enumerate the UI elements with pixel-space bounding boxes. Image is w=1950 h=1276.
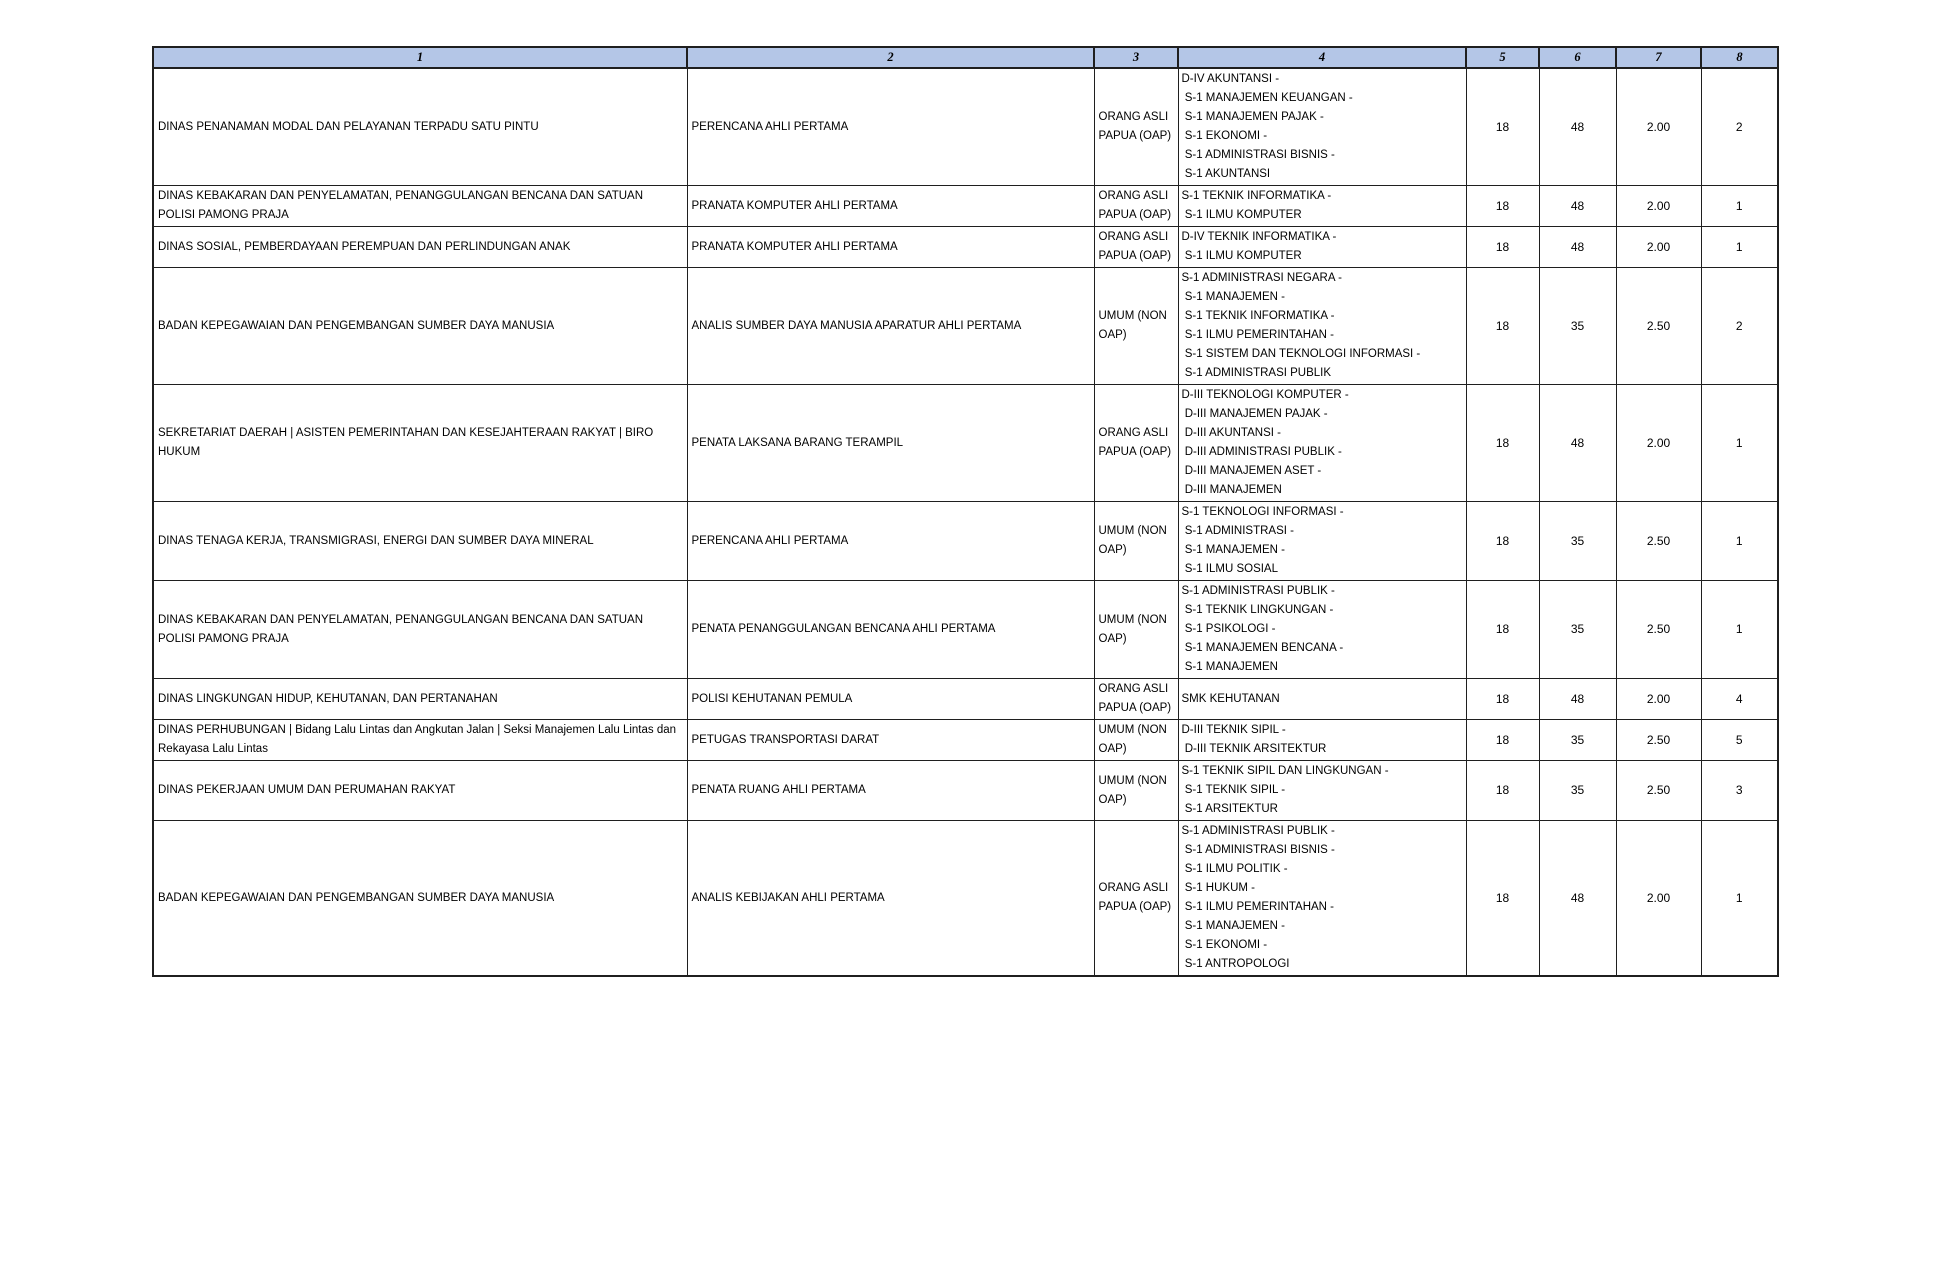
cell-category: ORANG ASLI PAPUA (OAP) [1094,821,1178,977]
qualification-line: S-1 TEKNIK SIPIL DAN LINGKUNGAN - [1181,765,1389,777]
qualification-line: S-1 ILMU KOMPUTER [1181,250,1302,262]
qualification-line: S-1 TEKNIK LINGKUNGAN - [1181,604,1334,616]
cell-col8: 2 [1701,268,1778,385]
table-row [153,68,1778,186]
cell-col5: 18 [1466,385,1539,502]
table-row [153,821,1778,977]
table-row [153,720,1778,761]
cell-unit: BADAN KEPEGAWAIAN DAN PENGEMBANGAN SUMBER DAYA MANUSIA [153,268,687,385]
cell-category: UMUM (NON OAP) [1094,268,1178,385]
cell-position: PENATA LAKSANA BARANG TERAMPIL [687,385,1094,502]
column-header-5: 5 [1466,47,1539,68]
cell-col8: 5 [1701,720,1778,761]
qualification-line: S-1 MANAJEMEN [1181,661,1278,673]
cell-qualifications [1178,186,1466,227]
qualification-line: S-1 ILMU PEMERINTAHAN - [1181,901,1334,913]
qualification-line: S-1 MANAJEMEN - [1181,920,1286,932]
column-header-8: 8 [1701,47,1778,68]
qualification-line: S-1 TEKNIK SIPIL - [1181,784,1286,796]
cell-col6: 35 [1539,720,1616,761]
column-header-6: 6 [1539,47,1616,68]
cell-col7: 2.00 [1616,679,1701,720]
table-row [153,581,1778,679]
qualification-line: S-1 EKONOMI - [1181,939,1268,951]
qualification-line: S-1 ADMINISTRASI BISNIS - [1181,844,1335,856]
cell-col7: 2.00 [1616,186,1701,227]
qualification-line: S-1 ADMINISTRASI BISNIS - [1181,149,1335,161]
qualification-line: S-1 TEKNIK INFORMATIKA - [1181,190,1332,202]
qualification-line: S-1 ADMINISTRASI NEGARA - [1181,272,1342,284]
qualification-line: S-1 MANAJEMEN BENCANA - [1181,642,1344,654]
cell-col5: 18 [1466,821,1539,977]
qualification-line: S-1 AKUNTANSI [1181,168,1271,180]
cell-col5: 18 [1466,720,1539,761]
cell-unit: DINAS PERHUBUNGAN | Bidang Lalu Lintas dan Angkutan Jalan | Seksi Manajemen Lalu Lintas dan Rekayasa Lalu Lintas [153,720,687,761]
qualification-line: D-III MANAJEMEN PAJAK - [1181,408,1328,420]
qualification-line: S-1 MANAJEMEN KEUANGAN - [1181,92,1353,104]
cell-unit: DINAS KEBAKARAN DAN PENYELAMATAN, PENANGGULANGAN BENCANA DAN SATUAN POLISI PAMONG PRAJA [153,186,687,227]
table-row [153,679,1778,720]
cell-position: ANALIS KEBIJAKAN AHLI PERTAMA [687,821,1094,977]
qualification-line: S-1 ARSITEKTUR [1181,803,1278,815]
column-header-3: 3 [1094,47,1178,68]
cell-col8: 4 [1701,679,1778,720]
cell-col5: 18 [1466,268,1539,385]
cell-col8: 1 [1701,581,1778,679]
cell-position: PRANATA KOMPUTER AHLI PERTAMA [687,186,1094,227]
cell-col5: 18 [1466,502,1539,581]
header-row [153,47,1778,68]
qualification-line: S-1 PSIKOLOGI - [1181,623,1276,635]
qualification-line: D-III ADMINISTRASI PUBLIK - [1181,446,1342,458]
table-row [153,385,1778,502]
cell-col6: 35 [1539,268,1616,385]
qualification-line: D-III MANAJEMEN [1181,484,1282,496]
table-row [153,268,1778,385]
cell-category: UMUM (NON OAP) [1094,581,1178,679]
cell-col6: 48 [1539,227,1616,268]
cell-unit: DINAS PEKERJAAN UMUM DAN PERUMAHAN RAKYAT [153,761,687,821]
cell-col7: 2.00 [1616,821,1701,977]
cell-col7: 2.00 [1616,68,1701,186]
cell-col6: 35 [1539,581,1616,679]
cell-col5: 18 [1466,679,1539,720]
cell-col6: 48 [1539,68,1616,186]
cell-col7: 2.50 [1616,502,1701,581]
qualification-line: S-1 ADMINISTRASI PUBLIK [1181,367,1332,379]
cell-qualifications [1178,679,1466,720]
qualification-line: D-III AKUNTANSI - [1181,427,1281,439]
cell-col7: 2.00 [1616,227,1701,268]
qualification-line: S-1 EKONOMI - [1181,130,1268,142]
qualification-line: S-1 MANAJEMEN PAJAK - [1181,111,1324,123]
cell-col5: 18 [1466,227,1539,268]
cell-position: PERENCANA AHLI PERTAMA [687,502,1094,581]
cell-position: ANALIS SUMBER DAYA MANUSIA APARATUR AHLI PERTAMA [687,268,1094,385]
cell-col5: 18 [1466,186,1539,227]
qualification-line: S-1 SISTEM DAN TEKNOLOGI INFORMASI - [1181,348,1421,360]
cell-col7: 2.00 [1616,385,1701,502]
qualification-line: S-1 ADMINISTRASI PUBLIK - [1181,825,1335,837]
column-header-4: 4 [1178,47,1466,68]
cell-category: UMUM (NON OAP) [1094,761,1178,821]
qualification-line: D-III TEKNIK SIPIL - [1181,724,1286,736]
cell-col7: 2.50 [1616,581,1701,679]
cell-qualifications [1178,502,1466,581]
cell-qualifications [1178,268,1466,385]
cell-col8: 2 [1701,68,1778,186]
qualification-line: D-III TEKNIK ARSITEKTUR [1181,743,1327,755]
cell-qualifications [1178,581,1466,679]
qualification-line: S-1 ILMU KOMPUTER [1181,209,1302,221]
cell-unit: DINAS SOSIAL, PEMBERDAYAAN PEREMPUAN DAN PERLINDUNGAN ANAK [153,227,687,268]
cell-col7: 2.50 [1616,761,1701,821]
qualification-line: D-III MANAJEMEN ASET - [1181,465,1322,477]
column-header-2: 2 [687,47,1094,68]
cell-unit: DINAS PENANAMAN MODAL DAN PELAYANAN TERPADU SATU PINTU [153,68,687,186]
qualification-line: S-1 TEKNIK INFORMATIKA - [1181,310,1335,322]
cell-col6: 35 [1539,502,1616,581]
cell-col6: 48 [1539,679,1616,720]
cell-position: PERENCANA AHLI PERTAMA [687,68,1094,186]
table-row [153,227,1778,268]
cell-col5: 18 [1466,68,1539,186]
cell-qualifications [1178,68,1466,186]
cell-unit: SEKRETARIAT DAERAH | ASISTEN PEMERINTAHAN DAN KESEJAHTERAAN RAKYAT | BIRO HUKUM [153,385,687,502]
cell-col6: 35 [1539,761,1616,821]
qualification-line: S-1 ANTROPOLOGI [1181,958,1290,970]
cell-category: UMUM (NON OAP) [1094,502,1178,581]
table-row [153,186,1778,227]
cell-qualifications [1178,227,1466,268]
cell-unit: BADAN KEPEGAWAIAN DAN PENGEMBANGAN SUMBER DAYA MANUSIA [153,821,687,977]
cell-qualifications [1178,821,1466,977]
table-row [153,502,1778,581]
cell-col8: 1 [1701,227,1778,268]
qualification-line: S-1 MANAJEMEN - [1181,544,1286,556]
cell-qualifications [1178,720,1466,761]
table-row [153,761,1778,821]
cell-position: PRANATA KOMPUTER AHLI PERTAMA [687,227,1094,268]
qualification-line: S-1 ILMU PEMERINTAHAN - [1181,329,1334,341]
cell-position: PETUGAS TRANSPORTASI DARAT [687,720,1094,761]
table-body [153,68,1778,976]
cell-col8: 1 [1701,821,1778,977]
cell-position: PENATA PENANGGULANGAN BENCANA AHLI PERTAMA [687,581,1094,679]
cell-category: ORANG ASLI PAPUA (OAP) [1094,68,1178,186]
cell-col8: 3 [1701,761,1778,821]
qualification-line: S-1 MANAJEMEN - [1181,291,1286,303]
qualification-line: SMK KEHUTANAN [1181,692,1280,705]
cell-position: POLISI KEHUTANAN PEMULA [687,679,1094,720]
cell-col5: 18 [1466,581,1539,679]
qualification-line: S-1 ADMINISTRASI - [1181,525,1294,537]
cell-qualifications [1178,385,1466,502]
qualification-line: S-1 TEKNOLOGI INFORMASI - [1181,506,1344,518]
cell-col6: 48 [1539,186,1616,227]
cell-unit: DINAS LINGKUNGAN HIDUP, KEHUTANAN, DAN PERTANAHAN [153,679,687,720]
cell-col8: 1 [1701,186,1778,227]
cell-category: ORANG ASLI PAPUA (OAP) [1094,186,1178,227]
cell-category: ORANG ASLI PAPUA (OAP) [1094,679,1178,720]
cell-col8: 1 [1701,385,1778,502]
qualification-line: S-1 HUKUM - [1181,882,1255,894]
vacancy-table [152,46,1779,977]
cell-col7: 2.50 [1616,268,1701,385]
qualification-line: D-IV TEKNIK INFORMATIKA - [1181,231,1337,243]
column-header-1: 1 [153,47,687,68]
column-header-7: 7 [1616,47,1701,68]
cell-col6: 48 [1539,821,1616,977]
cell-col7: 2.50 [1616,720,1701,761]
qualification-line: S-1 ILMU SOSIAL [1181,563,1279,575]
qualification-line: D-IV AKUNTANSI - [1181,73,1280,85]
cell-category: UMUM (NON OAP) [1094,720,1178,761]
cell-col6: 48 [1539,385,1616,502]
qualification-line: S-1 ILMU POLITIK - [1181,863,1288,875]
cell-col5: 18 [1466,761,1539,821]
cell-unit: DINAS TENAGA KERJA, TRANSMIGRASI, ENERGI DAN SUMBER DAYA MINERAL [153,502,687,581]
cell-category: ORANG ASLI PAPUA (OAP) [1094,385,1178,502]
qualification-line: D-III TEKNOLOGI KOMPUTER - [1181,389,1349,401]
cell-position: PENATA RUANG AHLI PERTAMA [687,761,1094,821]
cell-col8: 1 [1701,502,1778,581]
cell-unit: DINAS KEBAKARAN DAN PENYELAMATAN, PENANGGULANGAN BENCANA DAN SATUAN POLISI PAMONG PRAJA [153,581,687,679]
cell-qualifications [1178,761,1466,821]
cell-category: ORANG ASLI PAPUA (OAP) [1094,227,1178,268]
qualification-line: S-1 ADMINISTRASI PUBLIK - [1181,585,1335,597]
